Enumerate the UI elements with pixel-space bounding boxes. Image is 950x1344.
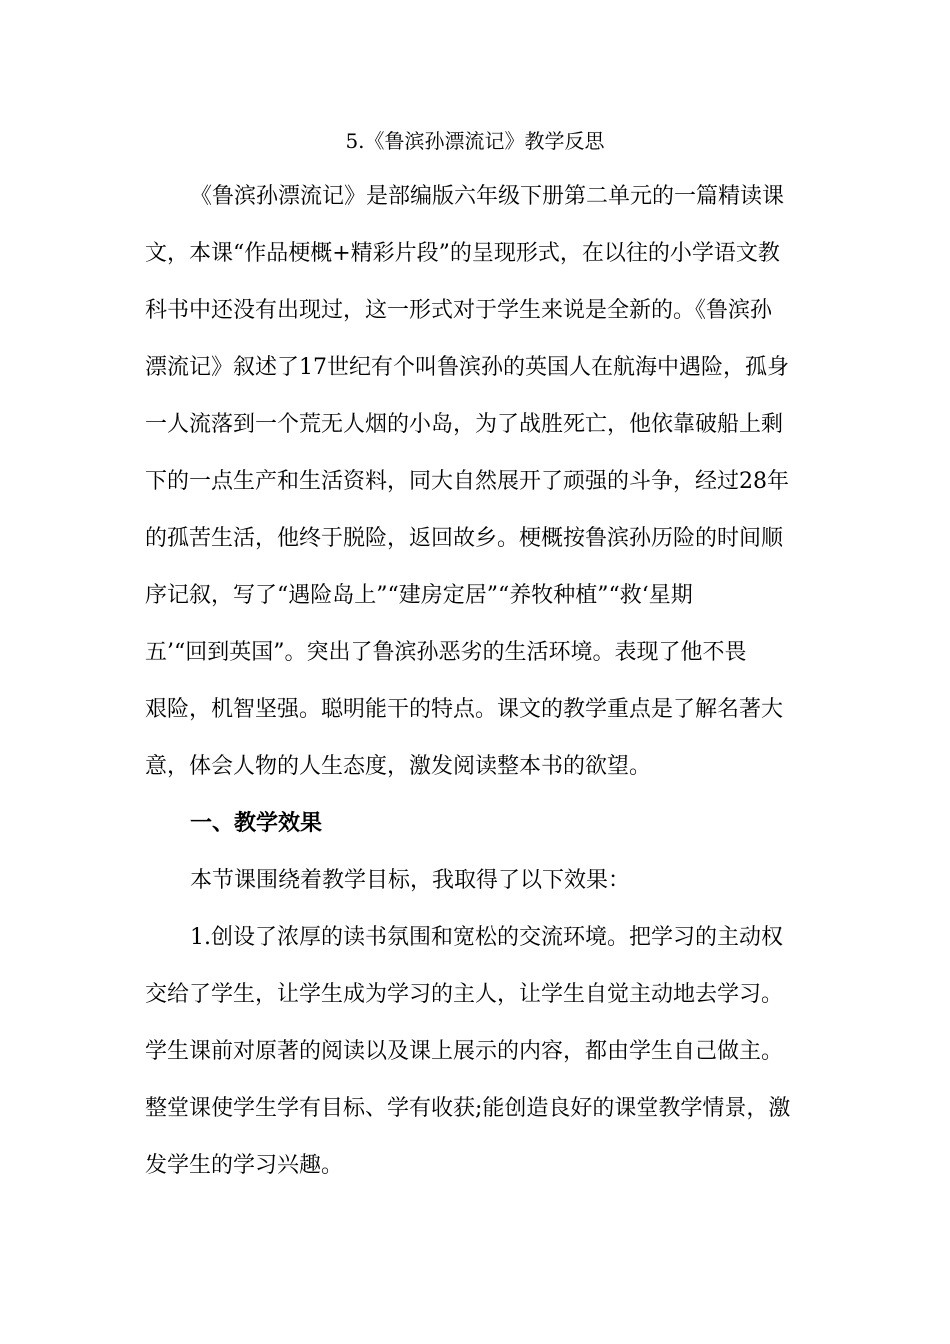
paragraph-line: 艰险，机智坚强。聪明能干的特点。课文的教学重点是了解名著大 (145, 697, 784, 722)
paragraph-line: 的孤苦生活，他终于脱险，返回故乡。梗概按鲁滨孙历险的时间顺 (145, 526, 784, 551)
paragraph-line: 文，本课“作品梗概+精彩片段”的呈现形式，在以往的小学语文教 (145, 241, 780, 266)
paragraph-line: 科书中还没有出现过，这一形式对于学生来说是全新的。《鲁滨孙 (145, 298, 773, 323)
paragraph-line: 学生课前对原著的阅读以及课上展示的内容，都由学生自己做主。 (145, 1039, 784, 1064)
paragraph-line: 整堂课使学生学有目标、学有收获;能创造良好的课堂教学情景，激 (145, 1096, 791, 1121)
paragraph-line: 下的一点生产和生活资料，同大自然展开了顽强的斗争，经过28年 (145, 469, 789, 494)
document-title: 5.《鲁滨孙漂流记》教学反思 (345, 129, 605, 153)
paragraph-line: 发学生的学习兴趣。 (145, 1153, 344, 1178)
paragraph-line: 序记叙，写了“遇险岛上”“建房定居”“养牧种植”“救‘星期 (145, 583, 693, 608)
paragraph-line: 交给了学生，让学生成为学习的主人，让学生自觉主动地去学习。 (145, 982, 784, 1007)
paragraph-line: 五’“回到英国”。突出了鲁滨孙恶劣的生活环境。表现了他不畏 (145, 640, 747, 665)
paragraph-line: 漂流记》叙述了17世纪有个叫鲁滨孙的英国人在航海中遇险，孤身 (145, 355, 789, 380)
section-intro: 本节课围绕着教学目标，我取得了以下效果： (190, 868, 631, 893)
section-heading: 一、教学效果 (190, 811, 323, 836)
paragraph-line: 1.创设了浓厚的读书氛围和宽松的交流环境。把学习的主动权 (190, 925, 783, 950)
paragraph-line: 一人流落到一个荒无人烟的小岛，为了战胜死亡，他依靠破船上剩 (145, 412, 784, 437)
paragraph-line: 意，体会人物的人生态度，激发阅读整本书的欲望。 (145, 754, 652, 779)
paragraph-line: 《鲁滨孙漂流记》是部编版六年级下册第二单元的一篇精读课 (190, 184, 785, 209)
